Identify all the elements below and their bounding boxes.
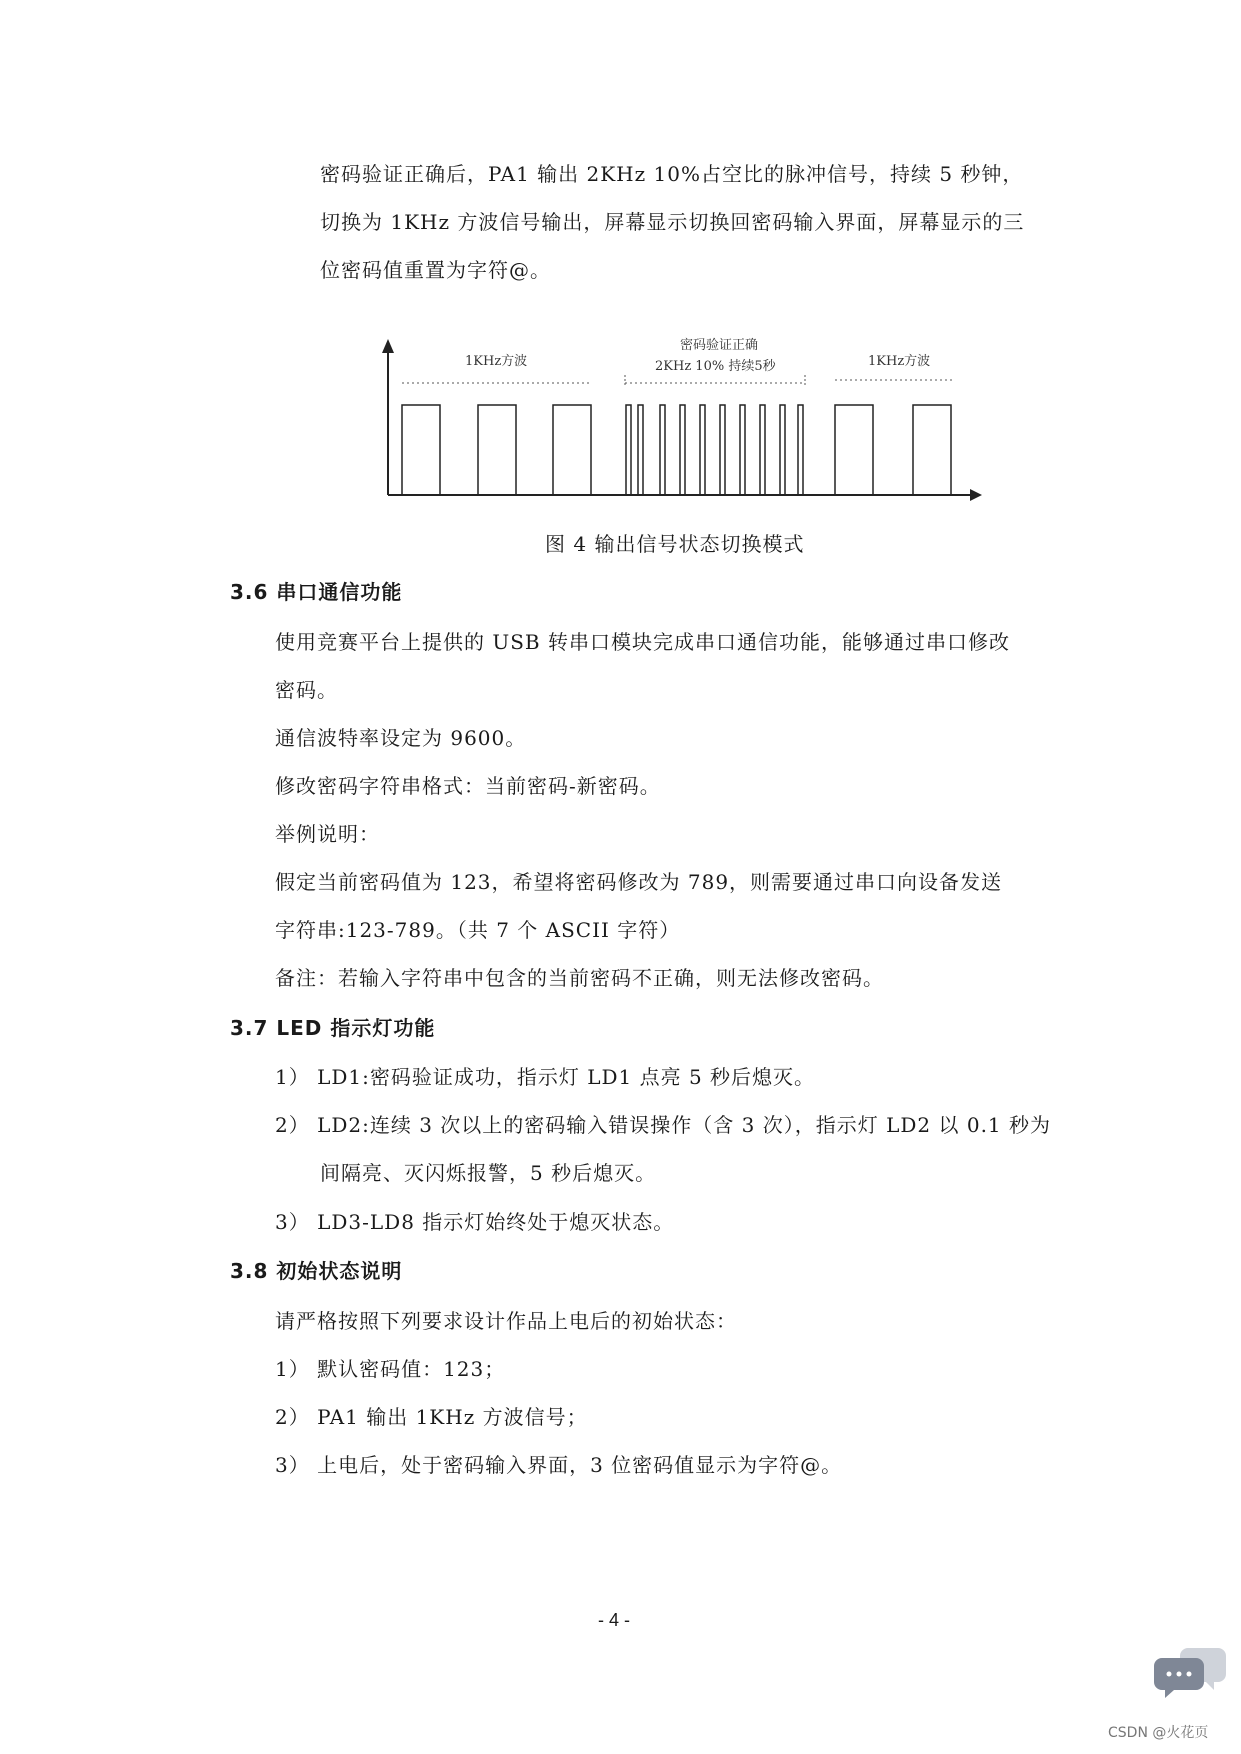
label-left: 1KHz方波 xyxy=(465,354,528,369)
section-3-7-title: 3.7 LED 指示灯功能 xyxy=(230,1016,436,1040)
x-axis-arrow xyxy=(970,489,982,501)
intro-line-1: 密码验证正确后，PA1 输出 2KHz 10%占空比的脉冲信号，持续 5 秒钟， xyxy=(320,162,1024,186)
s36-p5-line-1: 假定当前密码值为 123，希望将密码修改为 789，则需要通过串口向设备发送 xyxy=(275,870,1003,894)
s36-p4: 举例说明： xyxy=(275,822,380,846)
pulse-2khz xyxy=(626,405,631,495)
label-mid-1: 密码验证正确 xyxy=(680,338,759,353)
s38-item-1: 1） 默认密码值：123； xyxy=(275,1357,506,1381)
page-number: - 4 - xyxy=(598,1610,631,1630)
s37-item-1: 1） LD1:密码验证成功，指示灯 LD1 点亮 5 秒后熄灭。 xyxy=(275,1065,816,1089)
s37-item-3: 3） LD3-LD8 指示灯始终处于熄灭状态。 xyxy=(275,1210,675,1234)
intro-line-2: 切换为 1KHz 方波信号输出，屏幕显示切换回密码输入界面，屏幕显示的三 xyxy=(320,210,1025,234)
pulse-2khz xyxy=(760,405,765,495)
pulse-2khz xyxy=(638,405,643,495)
s36-p1-line-2: 密码。 xyxy=(275,678,338,702)
s36-p1-line-1: 使用竞赛平台上提供的 USB 转串口模块完成串口通信功能，能够通过串口修改 xyxy=(275,630,1010,654)
intro-line-3: 位密码值重置为字符@。 xyxy=(320,258,551,282)
pulse-2khz xyxy=(798,405,803,495)
s38-item-2: 2） PA1 输出 1KHz 方波信号； xyxy=(275,1405,588,1429)
label-mid-2: 2KHz 10% 持续5秒 xyxy=(655,359,776,374)
label-right: 1KHz方波 xyxy=(868,354,931,369)
section-3-6-title: 3.6 串口通信功能 xyxy=(230,580,403,604)
pulse-2khz xyxy=(680,405,685,495)
pulse-1khz-4 xyxy=(835,405,873,495)
pulse-1khz-3 xyxy=(553,405,591,495)
s37-item-2-line-1: 2） LD2:连续 3 次以上的密码输入错误操作（含 3 次），指示灯 LD2 以 0.1 秒为 xyxy=(275,1113,1052,1137)
pulse-2khz xyxy=(700,405,705,495)
pulse-2khz xyxy=(780,405,785,495)
watermark: CSDN @火花页 xyxy=(1108,1725,1209,1741)
pulse-2khz xyxy=(740,405,745,495)
section-3-8-title: 3.8 初始状态说明 xyxy=(230,1259,403,1283)
pulse-2khz-group xyxy=(626,405,803,495)
pulse-1khz-5 xyxy=(913,405,951,495)
pulse-1khz-1 xyxy=(402,405,440,495)
pulse-2khz xyxy=(660,405,665,495)
s37-item-2-line-2: 间隔亮、灭闪烁报警，5 秒后熄灭。 xyxy=(320,1161,657,1185)
pulse-1khz-2 xyxy=(478,405,516,495)
s38-intro: 请严格按照下列要求设计作品上电后的初始状态： xyxy=(275,1309,737,1333)
chat-bubble-icon xyxy=(1150,1642,1230,1702)
s36-p6: 备注：若输入字符串中包含的当前密码不正确，则无法修改密码。 xyxy=(275,966,884,990)
s36-p3: 修改密码字符串格式：当前密码-新密码。 xyxy=(275,774,661,798)
y-axis-arrow xyxy=(382,339,394,353)
s36-p5-line-2: 字符串:123-789。（共 7 个 ASCII 字符） xyxy=(275,918,681,942)
s36-p2: 通信波特率设定为 9600。 xyxy=(275,726,527,750)
pulse-2khz xyxy=(720,405,725,495)
waveform-diagram xyxy=(370,335,990,515)
s38-item-3: 3） 上电后，处于密码输入界面，3 位密码值显示为字符@。 xyxy=(275,1453,843,1477)
figure-caption: 图 4 输出信号状态切换模式 xyxy=(545,532,805,556)
